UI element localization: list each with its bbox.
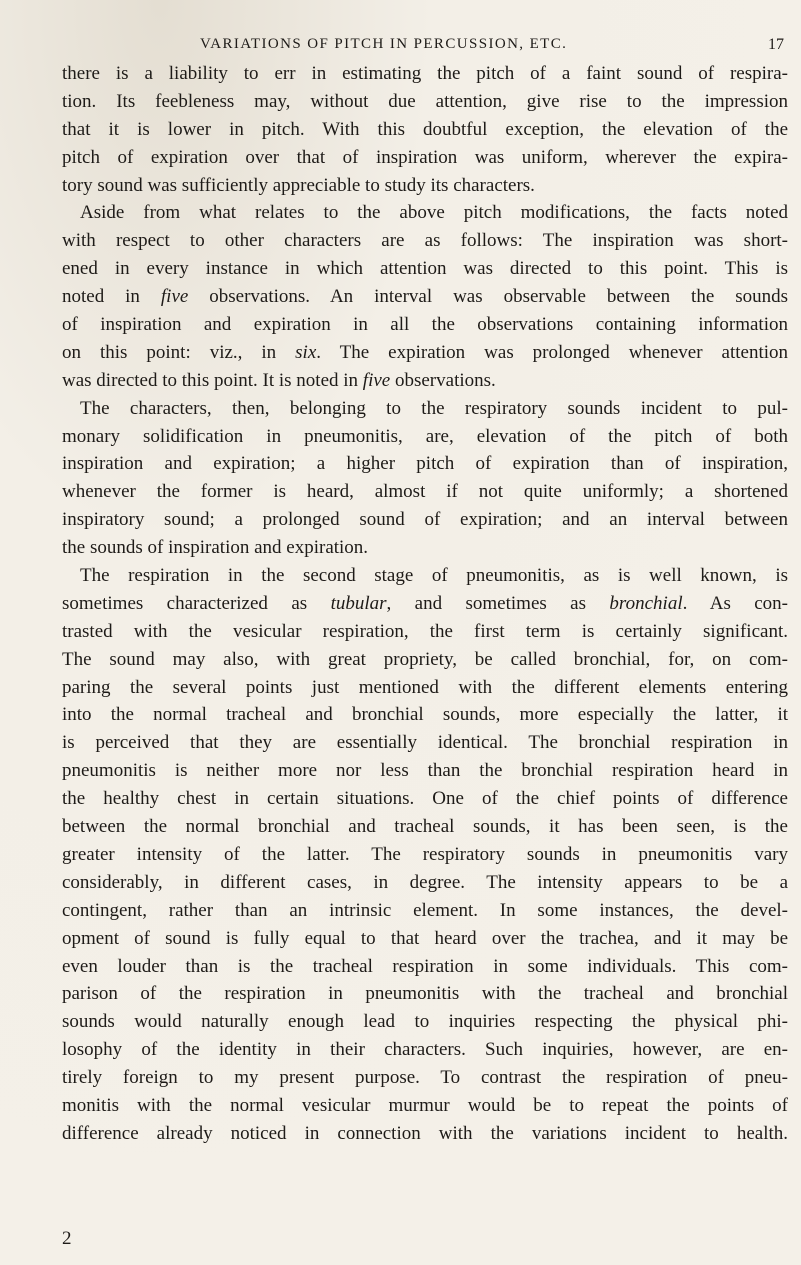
text-line: the sounds of inspiration and expiration. [62,537,369,559]
text-line: difference already noticed in connection with the variations incident to health. [62,1122,788,1144]
text-line: noted in five observations. An interval was observable between the sounds [62,286,788,308]
text-line: The respiration in the second stage of pneumonitis, as is well known, is [80,565,788,587]
text-line: that it is lower in pitch. With this doubtful exception, the elevation of the [62,118,788,140]
text-line: tory sound was sufficiently appreciable to study its characters. [62,174,535,196]
text-line: sounds would naturally enough lead to inquiries respecting the physical phi- [62,1011,788,1033]
text-line: tion. Its feebleness may, without due attention, give rise to the impression [62,90,788,112]
text-line: inspiratory sound; a prolonged sound of expiration; and an interval between [62,509,788,531]
text-line: even louder than is the tracheal respiration in some individuals. This com- [62,955,788,977]
running-title: VARIATIONS OF PITCH IN PERCUSSION, ETC. [200,36,568,52]
text-line: on this point: viz., in six. The expiration was prolonged whenever attention [62,341,788,363]
text-line: monitis with the normal vesicular murmur would be to repeat the points of [62,1094,788,1116]
text-line: sometimes characterized as tubular, and sometimes as bronchial. As con- [62,592,788,614]
text-line: opment of sound is fully equal to that heard over the trachea, and it may be [62,927,788,949]
text-line: Aside from what relates to the above pitch modifications, the facts noted [80,202,788,224]
running-head [0,36,801,58]
text-line: monary solidification in pneumonitis, are, elevation of the pitch of both [62,425,788,447]
text-line: greater intensity of the latter. The respiratory sounds in pneumonitis vary [62,843,788,865]
text-line: pneumonitis is neither more nor less than the bronchial respiration heard in [62,760,788,782]
body-text [62,60,788,1148]
signature-mark: 2 [62,1228,72,1249]
text-line: inspiration and expiration; a higher pitch of expiration than of inspiration, [62,453,788,475]
text-line: considerably, in different cases, in degree. The intensity appears to be a [62,871,788,893]
page-number: 17 [768,36,784,53]
text-line: paring the several points just mentioned with the different elements entering [62,676,788,698]
text-line: tirely foreign to my present purpose. To contrast the respiration of pneu- [62,1067,788,1089]
text-line: The sound may also, with great propriety, be called bronchial, for, on com- [62,648,788,670]
text-line: into the normal tracheal and bronchial sounds, more especially the latter, it [62,704,788,726]
text-line: pitch of expiration over that of inspiration was uniform, wherever the expira- [62,146,788,168]
text-line: ened in every instance in which attention was directed to this point. This is [62,258,788,280]
text-line: is perceived that they are essentially identical. The bronchial respiration in [62,732,788,754]
text-line: contingent, rather than an intrinsic element. In some instances, the devel- [62,899,788,921]
text-line: there is a liability to err in estimating the pitch of a faint sound of respira- [62,63,788,84]
text-line: whenever the former is heard, almost if not quite uniformly; a shortened [62,481,788,503]
text-line: between the normal bronchial and tracheal sounds, it has been seen, is the [62,816,788,838]
text-line: with respect to other characters are as follows: The inspiration was short- [62,230,788,252]
text-line: The characters, then, belonging to the respiratory sounds incident to pul- [80,397,788,419]
text-line: trasted with the vesicular respiration, the first term is certainly significant. [62,620,788,642]
text-line: parison of the respiration in pneumonitis with the tracheal and bronchial [62,983,788,1005]
text-line: the healthy chest in certain situations. One of the chief points of difference [62,788,788,810]
text-line: was directed to this point. It is noted in five observations. [62,369,496,391]
text-line: losophy of the identity in their characters. Such inquiries, however, are en- [62,1039,788,1061]
text-line: of inspiration and expiration in all the observations containing information [62,314,788,336]
